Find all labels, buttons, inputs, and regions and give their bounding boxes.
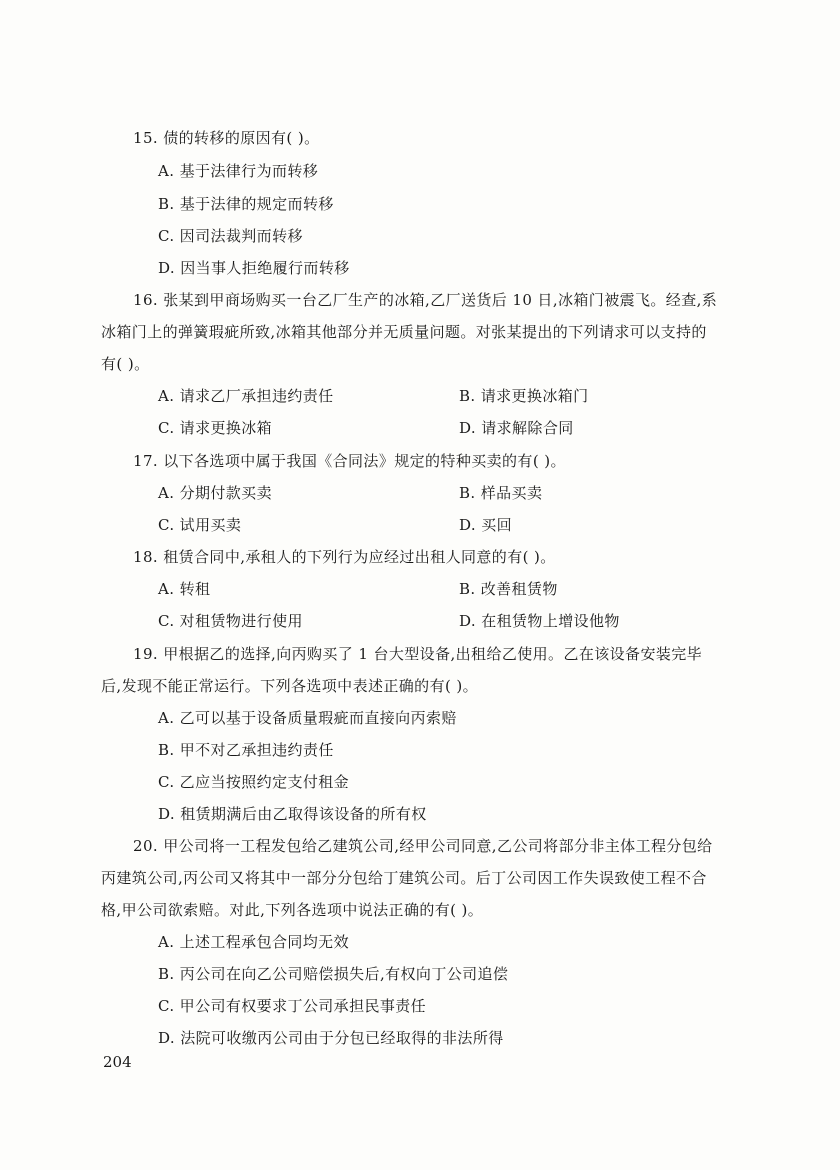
question-18-stem (133, 546, 556, 567)
question-20-stem (133, 835, 713, 856)
stem-text: 甲公司将一工程发包给乙建筑公司,经甲公司同意,乙公司将部分非主体工程分包给 (163, 837, 713, 855)
question-16-stem (133, 289, 717, 310)
page-number: 204 (103, 1053, 132, 1071)
question-19-stem (133, 643, 702, 664)
question-number: 16. (133, 291, 159, 309)
q16-option-a: A. 请求乙厂承担违约责任 (158, 387, 334, 405)
stem-text: 甲根据乙的选择,向丙购买了 1 台大型设备,出租给乙使用。乙在该设备安装完毕 (163, 645, 703, 663)
q20-stem-line-2: 丙建筑公司,丙公司又将其中一部分分包给丁建筑公司。后丁公司因工作失误致使工程不合 (101, 869, 707, 887)
q18-option-b: B. 改善租赁物 (459, 580, 558, 598)
stem-text: 租赁合同中,承租人的下列行为应经过出租人同意的有( )。 (163, 548, 556, 566)
question-number: 19. (133, 645, 159, 663)
q16-stem-line-3: 有( )。 (101, 355, 150, 373)
q17-option-d: D. 买回 (459, 516, 513, 534)
stem-text: 以下各选项中属于我国《合同法》规定的特种买卖的有( )。 (163, 452, 566, 470)
q16-option-b: B. 请求更换冰箱门 (459, 387, 589, 405)
q20-option-a: A. 上述工程承包合同均无效 (158, 933, 349, 951)
q20-option-b: B. 丙公司在向乙公司赔偿损失后,有权向丁公司追偿 (158, 965, 509, 983)
q19-option-c: C. 乙应当按照约定支付租金 (158, 773, 350, 791)
q18-option-d: D. 在租赁物上增设他物 (459, 612, 620, 630)
q19-option-d: D. 租赁期满后由乙取得该设备的所有权 (158, 805, 427, 823)
q20-option-c: C. 甲公司有权要求丁公司承担民事责任 (158, 997, 427, 1015)
q19-stem-line-2: 后,发现不能正常运行。下列各选项中表述正确的有( )。 (101, 677, 479, 695)
question-number: 15. (133, 129, 159, 147)
question-15-stem (133, 127, 320, 148)
q15-option-c: C. 因司法裁判而转移 (158, 227, 303, 245)
q17-option-a: A. 分期付款买卖 (158, 484, 272, 502)
stem-text: 债的转移的原因有( )。 (163, 129, 320, 147)
q16-option-d: D. 请求解除合同 (459, 419, 574, 437)
q18-option-c: C. 对租赁物进行使用 (158, 612, 303, 630)
q19-option-a: A. 乙可以基于设备质量瑕疵而直接向丙索赔 (158, 709, 457, 727)
question-number: 17. (133, 452, 159, 470)
q20-stem-line-3: 格,甲公司欲索赔。对此,下列各选项中说法正确的有( )。 (101, 901, 484, 919)
q20-option-d: D. 法院可收缴丙公司由于分包已经取得的非法所得 (158, 1029, 504, 1047)
q16-stem-line-2: 冰箱门上的弹簧瑕疵所致,冰箱其他部分并无质量问题。对张某提出的下列请求可以支持的 (101, 323, 707, 341)
q15-option-d: D. 因当事人拒绝履行而转移 (158, 259, 350, 277)
question-number: 18. (133, 548, 159, 566)
q19-option-b: B. 甲不对乙承担违约责任 (158, 741, 334, 759)
stem-text: 张某到甲商场购买一台乙厂生产的冰箱,乙厂送货后 10 日,冰箱门被震飞。经查,系 (163, 291, 718, 309)
q15-option-a: A. 基于法律行为而转移 (158, 162, 319, 180)
q15-option-b: B. 基于法律的规定而转移 (158, 195, 334, 213)
q17-option-b: B. 样品买卖 (459, 484, 543, 502)
q16-option-c: C. 请求更换冰箱 (158, 419, 273, 437)
question-number: 20. (133, 837, 159, 855)
question-17-stem (133, 450, 566, 471)
q17-option-c: C. 试用买卖 (158, 516, 242, 534)
q18-option-a: A. 转租 (158, 580, 211, 598)
